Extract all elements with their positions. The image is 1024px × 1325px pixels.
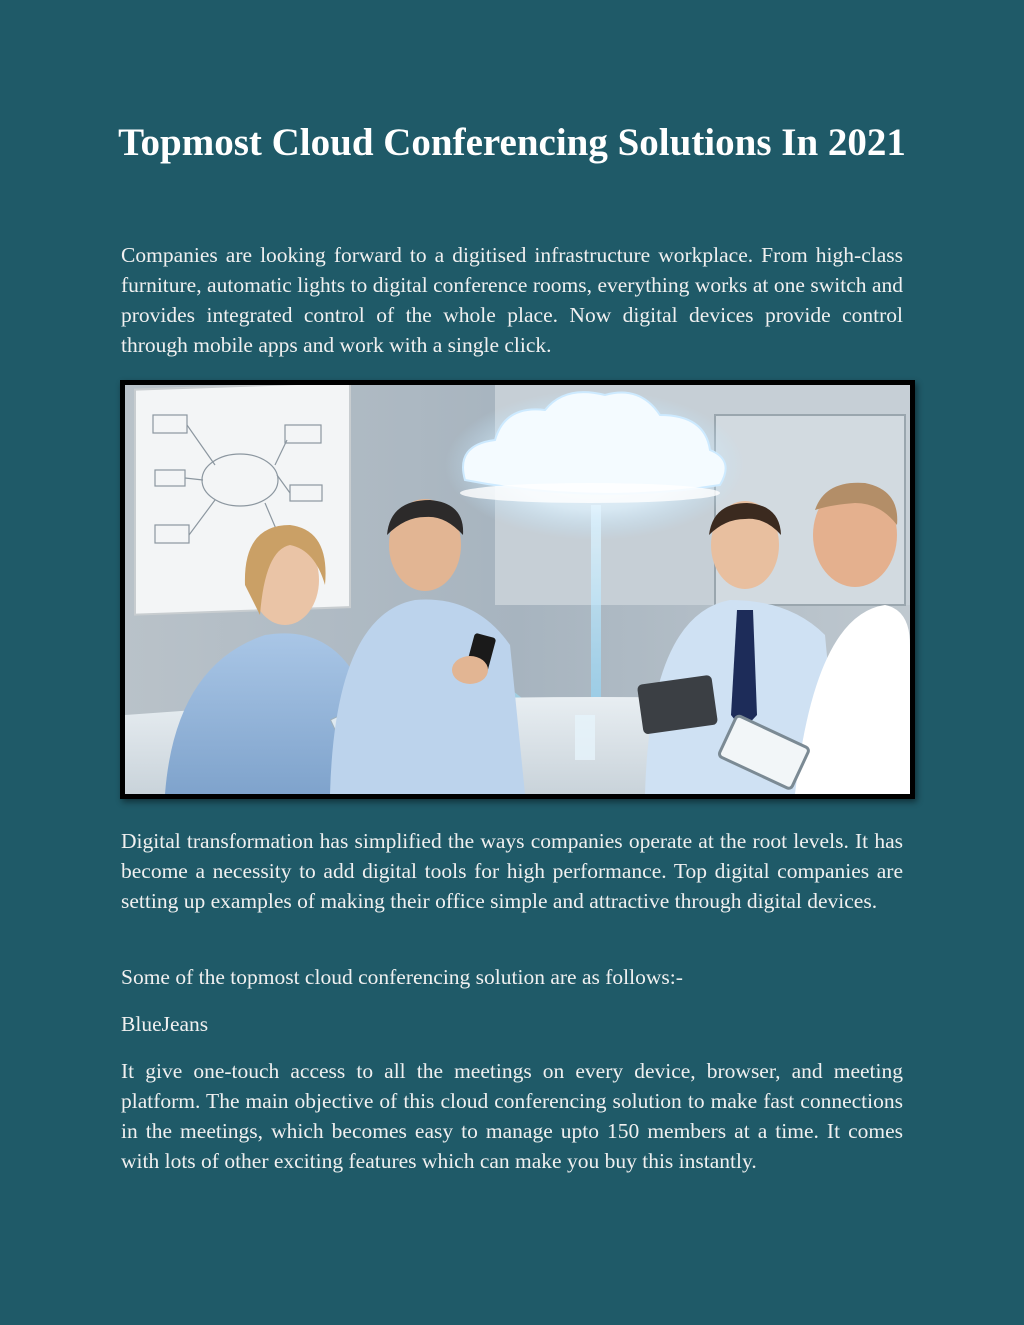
photo-illustration xyxy=(125,385,910,794)
list-intro-paragraph: Some of the topmost cloud conferencing solution are as follows:- xyxy=(121,965,683,989)
transformation-paragraph: Digital transformation has simplified the ways companies operate at the root levels. It has become a necessity to add digital tools for high performance. Top digital companies are setting up examples of making their office simple and attractive through digital devices. xyxy=(121,829,903,913)
water-glass xyxy=(575,715,595,760)
bluejeans-paragraph: It give one-touch access to all the meetings on every device, browser, and meeting platform. The main objective of this cloud conferencing solution to make fast connections in the meetings, which becomes easy to manage upto 150 members at a time. It comes with lots of other exciting features which can make you buy this instantly. xyxy=(121,1059,903,1173)
intro-paragraph: Companies are looking forward to a digitised infrastructure workplace. From high-class furniture, automatic lights to digital conference rooms, everything works at one switch and provides integrated control of the whole place. Now digital devices provide control through mobile apps and work with a single click. xyxy=(121,243,903,357)
cloud-icon xyxy=(445,390,745,540)
page-title: Topmost Cloud Conferencing Solutions In 2021 xyxy=(118,121,906,164)
cloud-conferencing-photo xyxy=(120,380,915,799)
section-heading-bluejeans: BlueJeans xyxy=(121,1012,209,1036)
